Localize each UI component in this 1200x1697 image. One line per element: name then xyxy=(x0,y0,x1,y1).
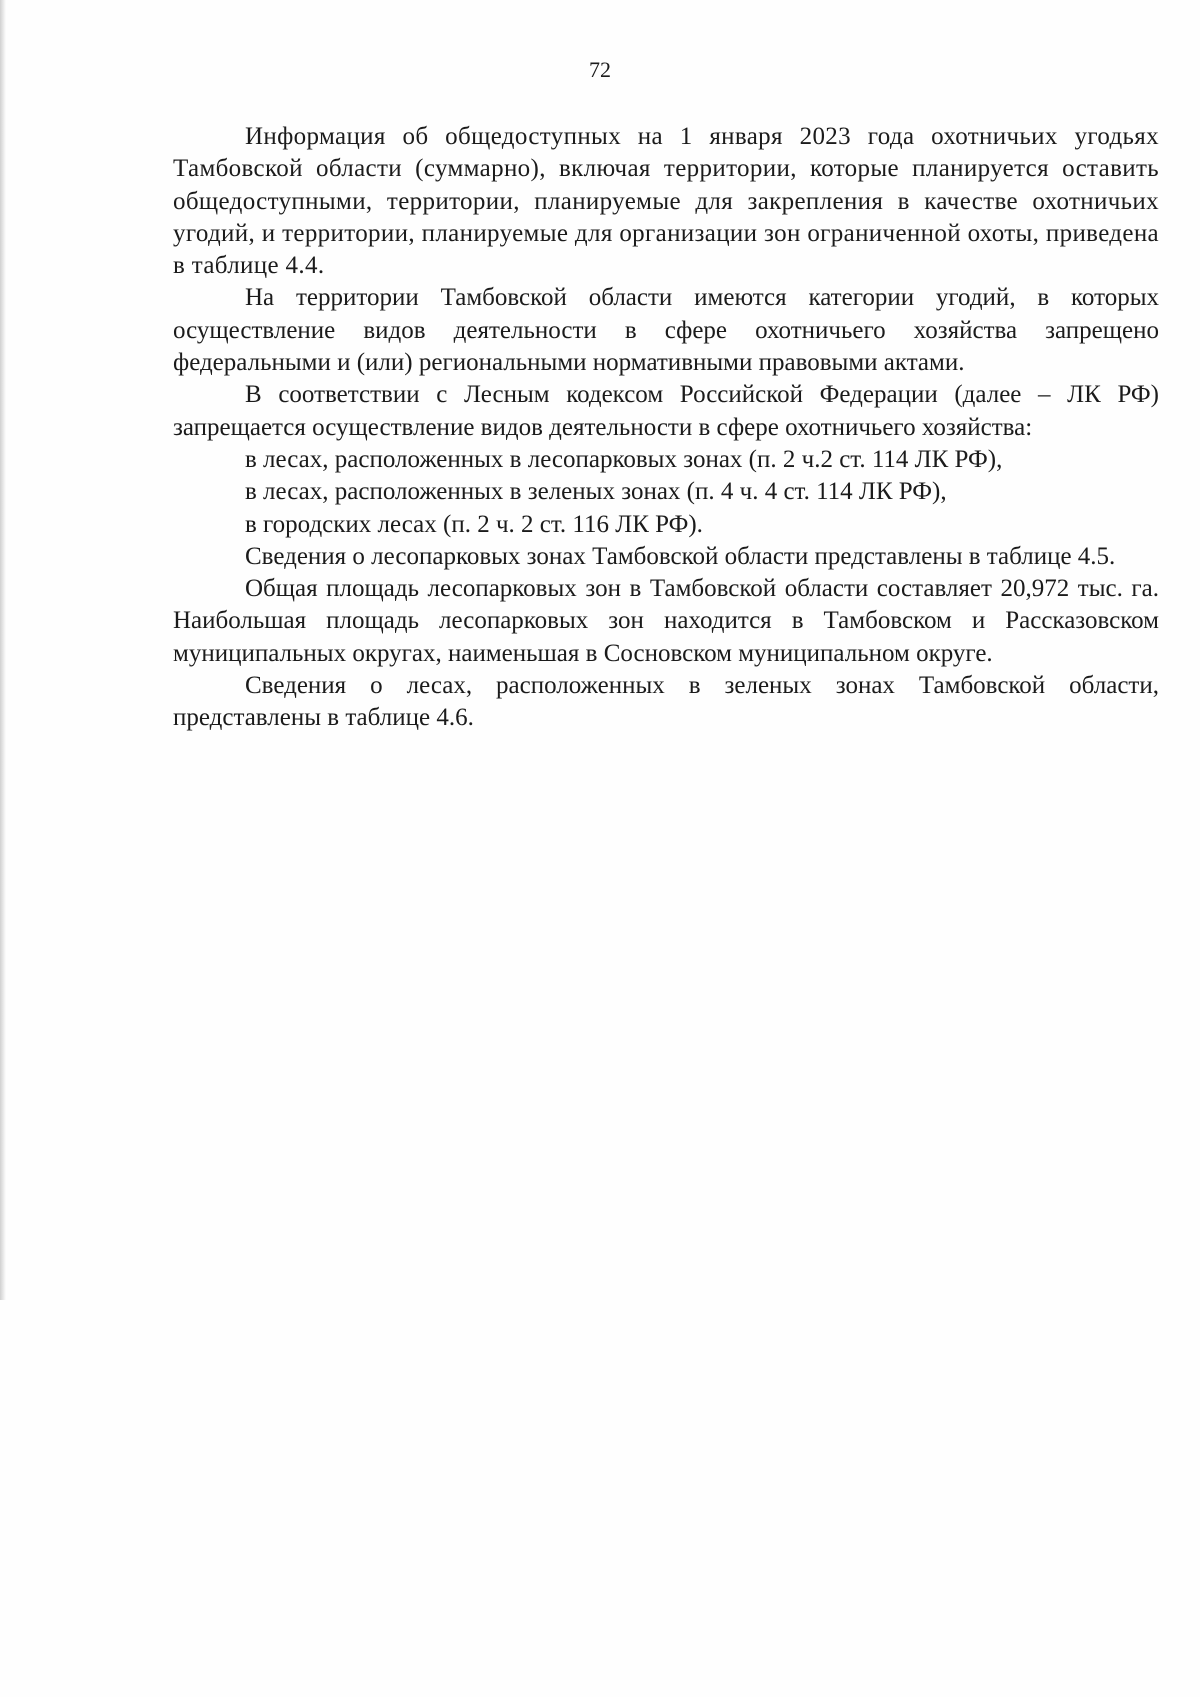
list-item-forest-park-zones: в лесах, расположенных в лесопарковых зонах (п. 2 ч.2 ст. 114 ЛК РФ), xyxy=(245,445,1003,473)
paragraph-hunting-grounds-info: Информация об общедоступных на 1 января 2023 года охотничьих угодьях Тамбовской области (суммарно), включая территории, которые планируется оставить общедоступными, территории, планируемые для закрепления в качестве охотничьих угодий, и территории, планируемые для организации зон ограниченной охоты, приведена в таблице 4.4. xyxy=(173,123,1159,280)
document-body xyxy=(173,121,1159,735)
page-number: 72 xyxy=(589,57,611,82)
paragraph-forest-code: В соответствии с Лесным кодексом Российской Федерации (далее – ЛК РФ) запрещается осуществление видов деятельности в сфере охотничьего хозяйства: xyxy=(173,381,1159,441)
paragraph-table-4-5-reference: Сведения о лесопарковых зонах Тамбовской области представлены в таблице 4.5. xyxy=(245,542,1116,570)
paragraph-table-4-6-reference: Сведения о лесах, расположенных в зеленых зонах Тамбовской области, представлены в таблице 4.6. xyxy=(173,672,1159,732)
paragraph-forest-park-area: Общая площадь лесопарковых зон в Тамбовской области составляет 20,972 тыс. га. Наибольшая площадь лесопарковых зон находится в Тамбовском и Рассказовском муниципальных округах, наименьшая в Сосновском муниципальном округе. xyxy=(173,575,1159,667)
paragraph-restricted-categories: На территории Тамбовской области имеются категории угодий, в которых осуществление видов деятельности в сфере охотничьего хозяйства запрещено федеральными и (или) региональными нормативными правовыми актами. xyxy=(173,284,1159,377)
list-item-urban-forests: в городских лесах (п. 2 ч. 2 ст. 116 ЛК РФ). xyxy=(245,510,703,538)
list-item-green-zones: в лесах, расположенных в зеленых зонах (п. 4 ч. 4 ст. 114 ЛК РФ), xyxy=(245,478,947,506)
scan-shadow-edge xyxy=(0,0,6,1300)
